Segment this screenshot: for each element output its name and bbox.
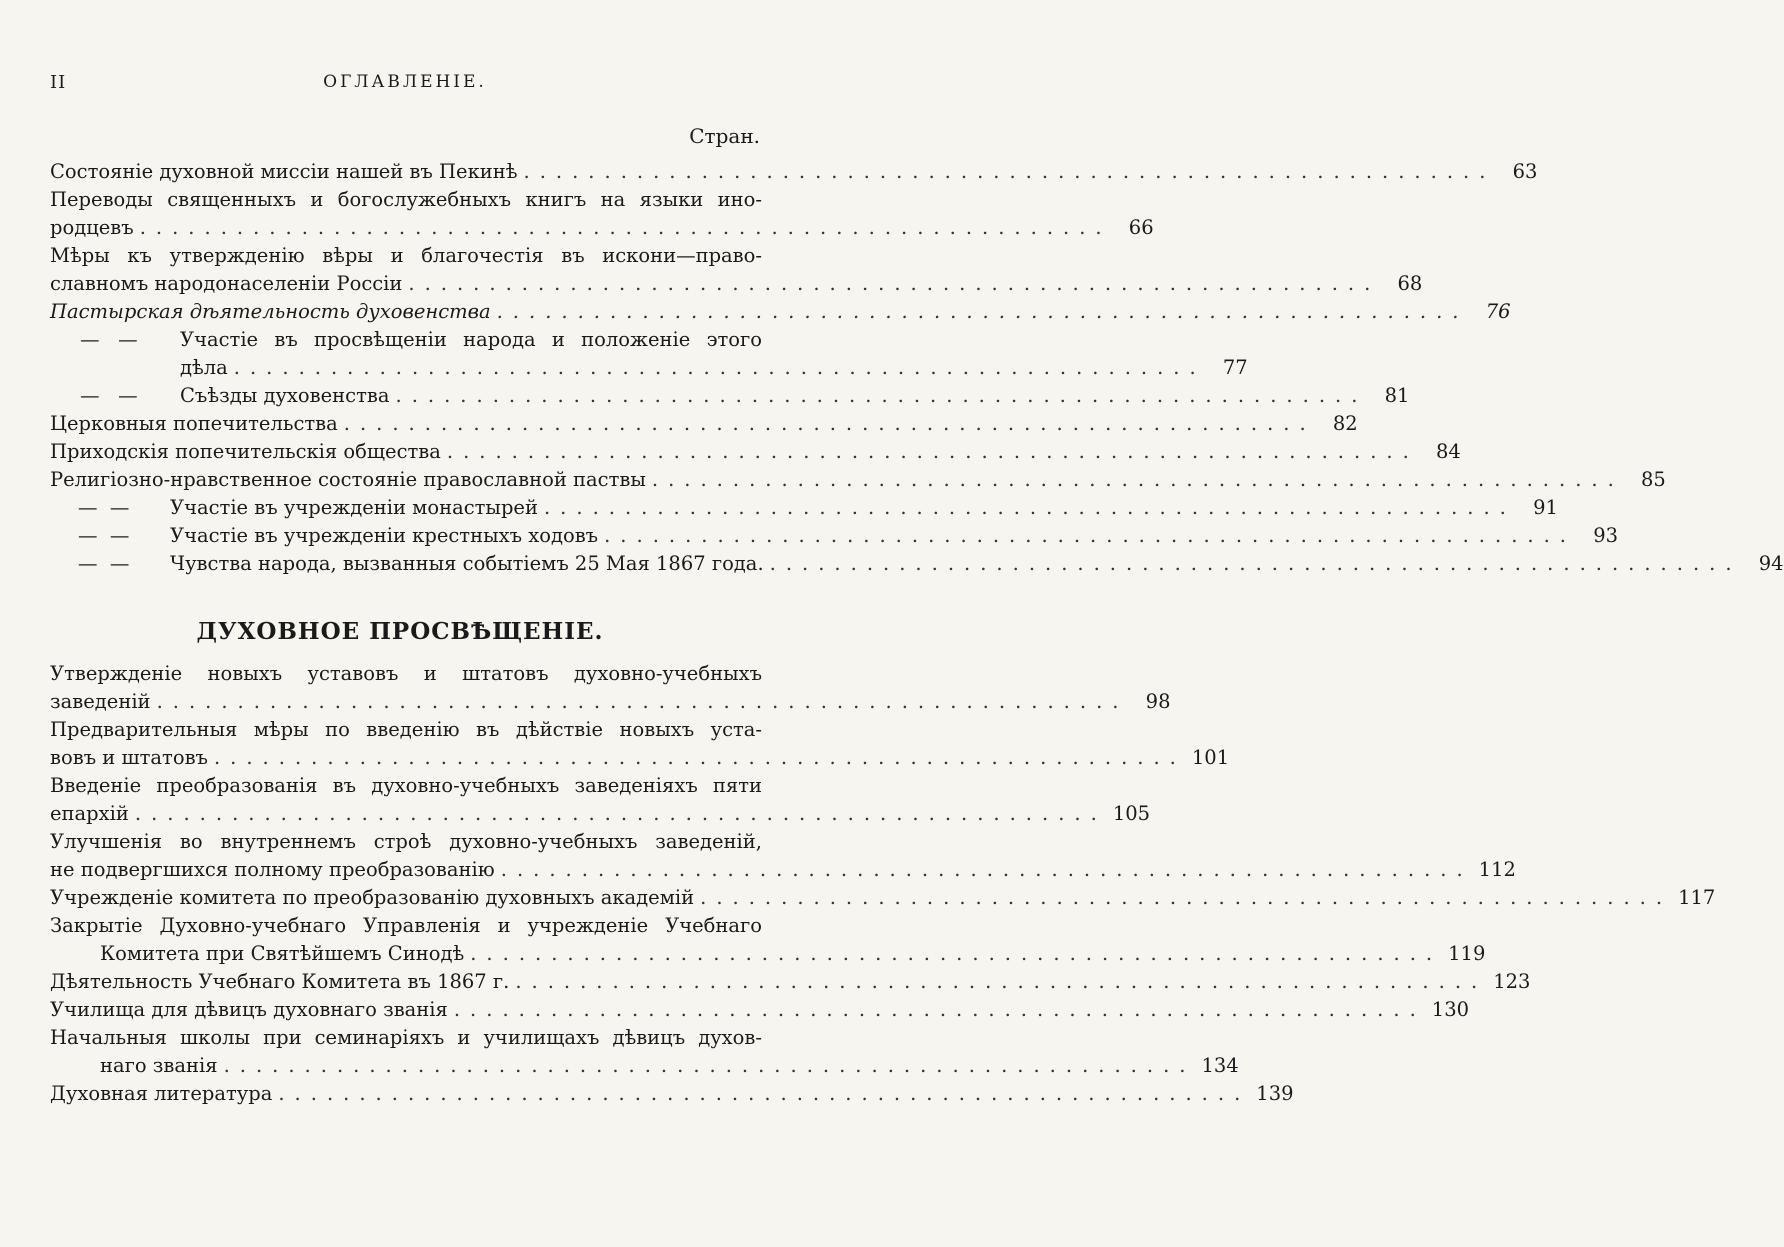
toc-entry bbox=[50, 158, 1538, 186]
toc-entry bbox=[50, 410, 1358, 438]
toc-page-number: 82 bbox=[1332, 412, 1358, 435]
toc-entry bbox=[50, 242, 1423, 298]
toc-entry-title: Состояніе духовной миссіи нашей въ Пекинѣ bbox=[50, 160, 518, 183]
toc-entry-title: вовъ и штатовъ bbox=[50, 746, 208, 769]
toc-entry-title: Училища для дѣвицъ духовнаго званія bbox=[50, 998, 448, 1021]
leader-dots: ............................................................ bbox=[343, 412, 1316, 435]
toc-entry bbox=[50, 828, 1516, 884]
toc-page-number: 63 bbox=[1512, 160, 1538, 183]
leader-dots: ............................................................ bbox=[651, 468, 1624, 491]
toc-entry-title: наго званія bbox=[100, 1054, 218, 1077]
toc-entry-line: Переводы священныхъ и богослужебныхъ книгъ на языки ино- bbox=[50, 188, 762, 211]
toc-entry-title: Пастырская дѣятельность духовенства bbox=[50, 300, 491, 323]
toc-entry bbox=[50, 884, 1716, 912]
toc-entry bbox=[50, 466, 1666, 494]
toc-page-number: 93 bbox=[1593, 524, 1619, 547]
toc-page-number: 66 bbox=[1128, 216, 1154, 239]
toc-page-number: 94 bbox=[1758, 552, 1784, 575]
toc-page-number: 91 bbox=[1533, 496, 1558, 519]
toc-page-number: 68 bbox=[1397, 272, 1423, 295]
leader-dots: ............................................................ bbox=[134, 802, 1107, 825]
toc-entry bbox=[50, 382, 1410, 410]
toc-page-number: 101 bbox=[1191, 746, 1230, 769]
leader-dots: ............................................................ bbox=[156, 690, 1129, 713]
toc-entry-title: славномъ народонаселеніи Россіи bbox=[50, 272, 403, 295]
toc-entry bbox=[50, 968, 1531, 996]
toc-entry bbox=[50, 522, 1619, 550]
toc-entry-title: Чувства народа, вызванныя событіемъ 25 Мая 1867 года. bbox=[170, 552, 764, 575]
toc-section-1 bbox=[50, 158, 1784, 578]
leader-dots: ............................................................ bbox=[769, 552, 1742, 575]
toc-page-number: 98 bbox=[1145, 690, 1171, 713]
toc-page-number: 76 bbox=[1485, 300, 1511, 323]
toc-entry-line: Введеніе преобразованія въ духовно-учебныхъ заведеніяхъ пяти bbox=[50, 774, 762, 797]
toc-entry-title: заведеній bbox=[50, 690, 151, 713]
toc-entry bbox=[50, 1080, 1294, 1108]
toc-entry-title: Церковныя попечительства bbox=[50, 412, 338, 435]
toc-entry-title: Участіе въ учрежденіи крестныхъ ходовъ bbox=[170, 524, 599, 547]
toc-page-number: 119 bbox=[1448, 942, 1486, 965]
toc-entry bbox=[50, 912, 1486, 968]
toc-entry-line: Закрытіе Духовно-учебнаго Управленія и учрежденіе Учебнаго bbox=[50, 914, 762, 937]
toc-entry bbox=[50, 438, 1461, 466]
toc-entry bbox=[50, 326, 1248, 382]
toc-entry-line: Начальныя школы при семинаріяхъ и училищахъ дѣвицъ духов- bbox=[50, 1026, 762, 1049]
ditto-dash: — — bbox=[78, 496, 130, 519]
toc-entry-title: Участіе въ учрежденіи монастырей bbox=[170, 496, 538, 519]
leader-dots: ............................................................ bbox=[233, 356, 1206, 379]
leader-dots: ............................................................ bbox=[446, 440, 1419, 463]
ditto-dash: — — bbox=[78, 552, 130, 575]
leader-dots: ............................................................ bbox=[543, 496, 1516, 519]
toc-entry-title: Съѣзды духовенства bbox=[180, 384, 390, 407]
toc-entry-line: Утвержденіе новыхъ уставовъ и штатовъ духовно-учебныхъ bbox=[50, 662, 762, 685]
toc-page-number: 117 bbox=[1678, 886, 1716, 909]
leader-dots: ............................................................ bbox=[213, 746, 1186, 769]
toc-entry bbox=[50, 1024, 1239, 1080]
leader-dots: ............................................................ bbox=[395, 384, 1368, 407]
toc-page-number: 123 bbox=[1493, 970, 1531, 993]
leader-dots: ............................................................ bbox=[453, 998, 1426, 1021]
leader-dots: ............................................................ bbox=[496, 300, 1469, 323]
toc-page-number: 84 bbox=[1435, 440, 1461, 463]
toc-page-number: 105 bbox=[1112, 802, 1151, 825]
toc-entry-title: Дѣятельность Учебнаго Комитета въ 1867 г. bbox=[50, 970, 510, 993]
leader-dots: ............................................................ bbox=[500, 858, 1473, 881]
leader-dots: ............................................................ bbox=[515, 970, 1488, 993]
leader-dots: ............................................................ bbox=[223, 1054, 1196, 1077]
toc-entry bbox=[50, 298, 1511, 326]
leader-dots: ............................................................ bbox=[700, 886, 1673, 909]
leader-dots: ............................................................ bbox=[408, 272, 1381, 295]
toc-entry bbox=[50, 550, 1784, 578]
toc-section-2 bbox=[50, 660, 1716, 1108]
toc-entry-line: Мѣры къ утвержденію вѣры и благочестія въ искони—право- bbox=[50, 244, 762, 267]
toc-entry-title: дѣла bbox=[180, 356, 228, 379]
page-header bbox=[50, 72, 760, 102]
toc-entry bbox=[50, 716, 1230, 772]
leader-dots: ............................................................ bbox=[604, 524, 1577, 547]
toc-entry-title: Приходскія попечительскія общества bbox=[50, 440, 441, 463]
toc-entry-title: родцевъ bbox=[50, 216, 134, 239]
toc-page-number: 77 bbox=[1222, 356, 1248, 379]
toc-entry-title: не подвергшихся полному преобразованію bbox=[50, 858, 495, 881]
toc-page-number: 130 bbox=[1431, 998, 1470, 1021]
toc-entry-title: Религіозно-нравственное состояніе православной паствы bbox=[50, 468, 646, 491]
toc-entry-title: Комитета при Святѣйшемъ Синодѣ bbox=[100, 942, 465, 965]
toc-entry bbox=[50, 660, 1171, 716]
toc-entry bbox=[50, 494, 1558, 522]
leader-dots: ............................................................ bbox=[278, 1082, 1251, 1105]
leader-dots: ............................................................ bbox=[523, 160, 1496, 183]
page-column-header: Стран. bbox=[689, 124, 760, 148]
toc-entry-title: епархій bbox=[50, 802, 129, 825]
toc-entry bbox=[50, 186, 1154, 242]
section-title: ДУХОВНОЕ ПРОСВѢЩЕНІЕ. bbox=[196, 618, 604, 645]
ditto-dash: — — bbox=[80, 384, 138, 407]
ditto-dash: — — bbox=[80, 328, 138, 351]
toc-entry-line: Предварительныя мѣры по введенію въ дѣйствіе новыхъ уста- bbox=[50, 718, 762, 741]
leader-dots: ............................................................ bbox=[139, 216, 1112, 239]
ditto-dash: — — bbox=[78, 524, 130, 547]
toc-entry bbox=[50, 996, 1470, 1024]
page-number: II bbox=[50, 72, 67, 93]
toc-page-number: 112 bbox=[1478, 858, 1516, 881]
toc-page-number: 85 bbox=[1640, 468, 1666, 491]
toc-entry-line: Улучшенія во внутреннемъ строѣ духовно-учебныхъ заведеній, bbox=[50, 830, 762, 853]
toc-page-number: 81 bbox=[1384, 384, 1410, 407]
running-title: ОГЛАВЛЕНІЕ. bbox=[323, 72, 487, 92]
toc-entry-title: Учрежденіе комитета по преобразованію духовныхъ академій bbox=[50, 886, 695, 909]
toc-entry bbox=[50, 772, 1151, 828]
toc-page-number: 134 bbox=[1201, 1054, 1239, 1077]
toc-entry-line: Участіе въ просвѣщеніи народа и положеніе этого bbox=[180, 328, 762, 351]
toc-entry-title: Духовная литература bbox=[50, 1082, 273, 1105]
toc-page-number: 139 bbox=[1256, 1082, 1294, 1105]
leader-dots: ............................................................ bbox=[470, 942, 1443, 965]
